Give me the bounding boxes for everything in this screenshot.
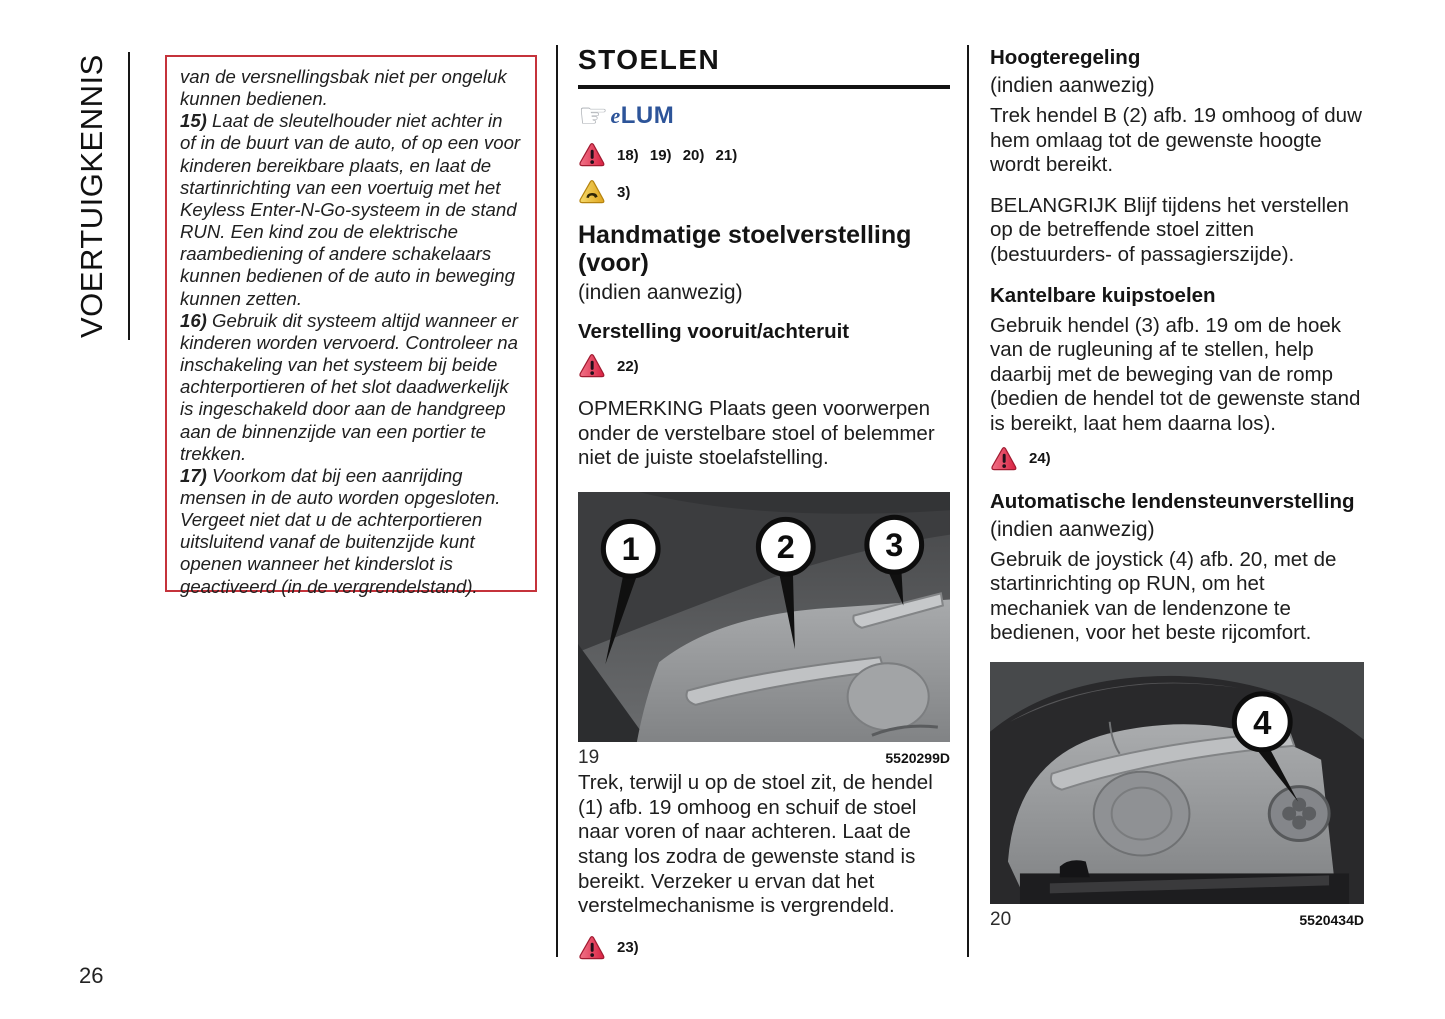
warning-item-number: 15) — [180, 110, 207, 132]
body-paragraph: Trek hendel B (2) afb. 19 omhoog of duw hem omlaag tot de gewenste hoogte wordt bereikt. — [990, 104, 1362, 177]
figure-callout — [603, 521, 658, 576]
warning-refs: 24) — [1029, 450, 1051, 468]
availability-note: (indien aanwezig) — [578, 281, 743, 304]
warning-refs: 18) 19) 20) 21) — [617, 146, 738, 164]
seat-levers-photo — [578, 492, 950, 742]
warning-triangle-icon — [578, 353, 606, 379]
note-paragraph: OPMERKING Plaats geen voorwerpen onder de verstelbare stoel of belemmer niet de juiste stoelafstelling. — [578, 397, 935, 470]
figure-code: 5520434D — [1299, 912, 1364, 929]
figure-number: 20 — [990, 909, 1012, 931]
warning-ref-row — [578, 351, 950, 381]
warning-item-number: 16) — [180, 309, 207, 331]
figure-code: 5520299D — [885, 750, 950, 767]
subsection-heading: Verstelling vooruit/achteruit — [578, 320, 850, 343]
svg-text:2: 2 — [776, 528, 795, 565]
warning-refs: 23) — [617, 939, 639, 957]
figure-callout — [1234, 694, 1290, 750]
figure-19 — [578, 492, 950, 769]
subsection-heading: Hoogteregeling — [990, 46, 1141, 69]
figure-callout — [867, 517, 922, 572]
seat-joystick-photo — [990, 662, 1364, 904]
svg-text:3: 3 — [885, 526, 904, 563]
pointing-hand-icon: ☞ — [578, 97, 609, 135]
figure-callout — [758, 519, 813, 574]
body-paragraph: Gebruik hendel (3) afb. 19 om de hoek van de rugleuning af te stellen, help daarbij met de beweging van de romp (bedien de hendel tot de gewenste stand is bereikt, laat hem daarna los). — [990, 313, 1361, 435]
warning-triangle-icon — [990, 446, 1018, 472]
warning-item-text: Voorkom dat bij een aanrijding mensen in de auto worden opgesloten. Vergeet niet dat u de achterportieren uitsluitend vanaf de buitenzijde kunt openen wanneer het kinderslot is geactiveerd (in de vergrendelstand). — [180, 464, 501, 597]
subsection-heading: Automatische lendensteunverstelling — [990, 489, 1355, 513]
caution-refs: 3) — [617, 183, 631, 201]
caution-triangle-icon — [578, 179, 606, 205]
caution-ref-row — [578, 177, 950, 207]
column-right — [990, 44, 1364, 931]
warning-item-text: Laat de sleutelhouder niet achter in of in de buurt van de auto, of op een voor kinderen bereikbare plaats, en laat de startinrichting van een voertuig met het Keyless Enter-N-Go-systeem in de stand RUN. Een kind zou de elektrische raambediening of andere schakelaars kunnen bedienen of de auto in beweging kunnen zetten. — [180, 110, 521, 309]
warning-box-intro: van de versnellingsbak niet per ongeluk kunnen bedienen. — [180, 66, 507, 110]
figure-number: 19 — [578, 747, 600, 769]
warning-item-text: Gebruik dit systeem altijd wanneer er kinderen worden vervoerd. Controleer na inschakeling van het systeem bij beide achterportieren of het slot daadwerkelijk is ingeschakeld door aan de handgreep aan de binnenzijde van een portier te trekken. — [180, 309, 518, 464]
availability-note: (indien aanwezig) — [990, 517, 1155, 541]
figure-20 — [990, 662, 1364, 931]
subsection-heading: Kantelbare kuipstoelen — [990, 283, 1216, 307]
column-divider — [967, 45, 969, 957]
warning-refs: 22) — [617, 357, 639, 375]
figure-caption — [578, 747, 950, 769]
availability-note: (indien aanwezig) — [990, 74, 1155, 97]
section-heading: Handmatige stoelverstelling (voor) — [578, 221, 912, 277]
svg-text:4: 4 — [1253, 703, 1272, 741]
svg-text:1: 1 — [621, 530, 640, 567]
warning-box — [165, 55, 537, 597]
warning-item-number: 17) — [180, 464, 207, 486]
important-paragraph: BELANGRIJK Blijf tijdens het verstellen op de betreffende stoel zitten (bestuurders- of passagierszijde). — [990, 193, 1349, 266]
body-paragraph: Trek, terwijl u op de stoel zit, de hendel (1) afb. 19 omhoog en schuif de stoel naar voren of naar achteren. Laat de stang los zodra de gewenste stand is bereikt. Verzeker u ervan dat het verstelmechanisme is vergrendeld. — [578, 771, 933, 918]
body-paragraph: Gebruik de joystick (4) afb. 20, met de startinrichting op RUN, om het mechaniek van de lendenzone te bedienen, voor het beste rijcomfort. — [990, 547, 1337, 645]
warning-triangle-icon — [578, 935, 606, 961]
page-number: 26 — [79, 963, 104, 988]
warning-ref-row — [578, 140, 950, 170]
warning-triangle-icon — [578, 142, 606, 168]
page-title: STOELEN — [578, 44, 950, 89]
elum-label: eLUM — [610, 102, 675, 129]
elum-link[interactable] — [578, 99, 950, 133]
warning-ref-row — [990, 444, 1364, 474]
column-middle — [578, 44, 950, 963]
figure-caption — [990, 909, 1364, 931]
chapter-label: VOERTUIGKENNIS — [74, 54, 109, 338]
warning-ref-row — [578, 933, 950, 963]
column-divider — [556, 45, 558, 957]
chapter-rule — [128, 52, 130, 340]
